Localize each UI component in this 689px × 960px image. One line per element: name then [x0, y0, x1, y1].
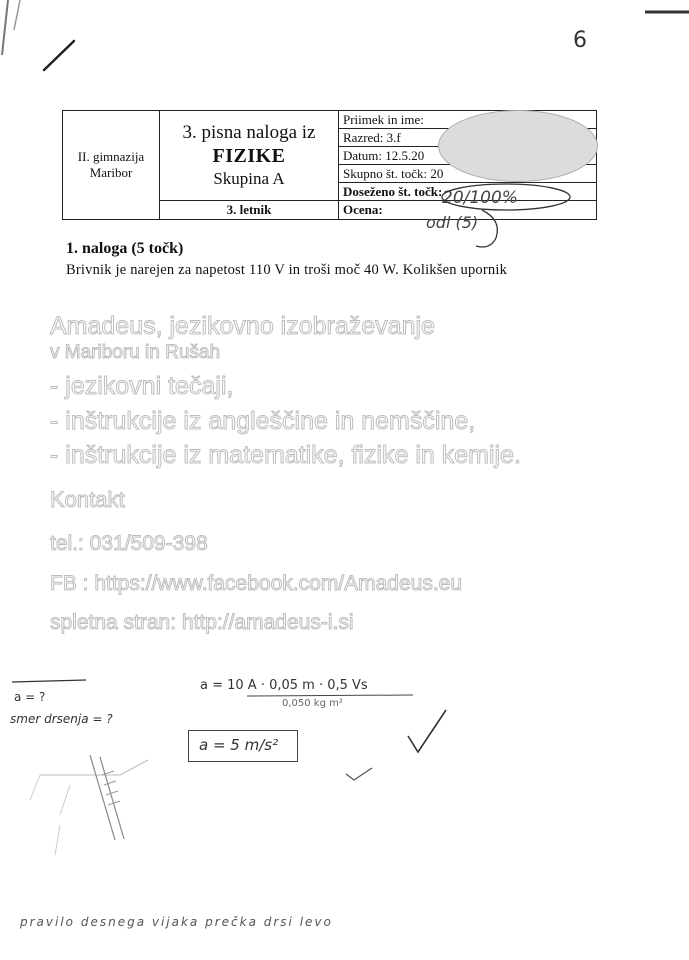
watermark-item-languages: - inštrukcije iz angleščine in nemščine, — [50, 407, 476, 435]
test-title-line1: 3. pisna naloga iz — [182, 121, 316, 143]
school-cell — [63, 111, 160, 220]
watermark-facebook: FB : https://www.facebook.com/Amadeus.eu — [50, 572, 463, 595]
test-group: Skupina A — [213, 168, 285, 188]
scan-edge-mark — [0, 0, 40, 60]
test-subject: FIZIKE — [212, 144, 286, 167]
field-total-points: Skupno št. točk: 20 — [339, 165, 597, 183]
handwritten-formula: a = 10 A · 0,05 m · 0,5 Vs — [200, 678, 368, 693]
pen-stroke-mark — [40, 38, 80, 74]
handwritten-result: a = 5 m/s² — [199, 736, 279, 754]
scan-edge-line — [645, 8, 689, 16]
watermark-location: v Mariboru in Rušah — [50, 342, 221, 363]
task-text-container — [66, 262, 586, 277]
page-number: 6 — [573, 28, 587, 53]
handwritten-bottom-note: pravilo desnega vijaka prečka drsi levo — [20, 915, 333, 929]
watermark-phone: tel.: 031/509-398 — [50, 532, 208, 555]
sketch-diagram — [20, 745, 170, 865]
handwritten-result-box — [188, 730, 298, 762]
test-title-cell — [160, 111, 339, 201]
field-class: Razred: 3.f — [339, 129, 597, 147]
watermark-website: spletna stran: http://amadeus-i.si — [50, 611, 354, 634]
redaction-blob — [438, 110, 598, 182]
handwritten-question-a: a = ? — [14, 690, 46, 704]
grade-text: odl (5) — [426, 213, 479, 232]
watermark-contact-title: Kontakt — [50, 487, 125, 512]
watermark-item-courses: - jezikovni tečaji, — [50, 372, 234, 400]
small-check-mark-icon — [344, 766, 374, 782]
handwritten-question-direction: smer drsenja = ? — [10, 712, 113, 726]
field-date: Datum: 12.5.20 — [339, 147, 597, 165]
check-mark-icon — [404, 706, 450, 756]
school-name-line2: Maribor — [89, 165, 133, 180]
task-text: Brivnik je narejen za napetost 110 V in troši moč 40 W. Kolikšen upornik — [66, 262, 508, 278]
handwritten-score — [426, 180, 576, 252]
handwritten-underline — [10, 676, 90, 686]
field-name: Priimek in ime: — [339, 111, 597, 129]
year-cell: 3. letnik — [160, 201, 339, 220]
school-name-line1: II. gimnazija — [77, 149, 145, 164]
field-grade: Ocena: — [339, 201, 597, 220]
handwritten-formula-denominators: 0,050 kg m² — [282, 698, 343, 709]
task-title: 1. naloga (5 točk) — [66, 240, 184, 257]
score-text: 20/100% — [442, 188, 518, 208]
watermark-item-sciences: - inštrukcije iz matematike, fizike in kemije. — [50, 441, 521, 469]
field-achieved-points: Doseženo št. točk: — [339, 183, 597, 201]
watermark-title: Amadeus, jezikovno izobraževanje — [50, 312, 435, 340]
